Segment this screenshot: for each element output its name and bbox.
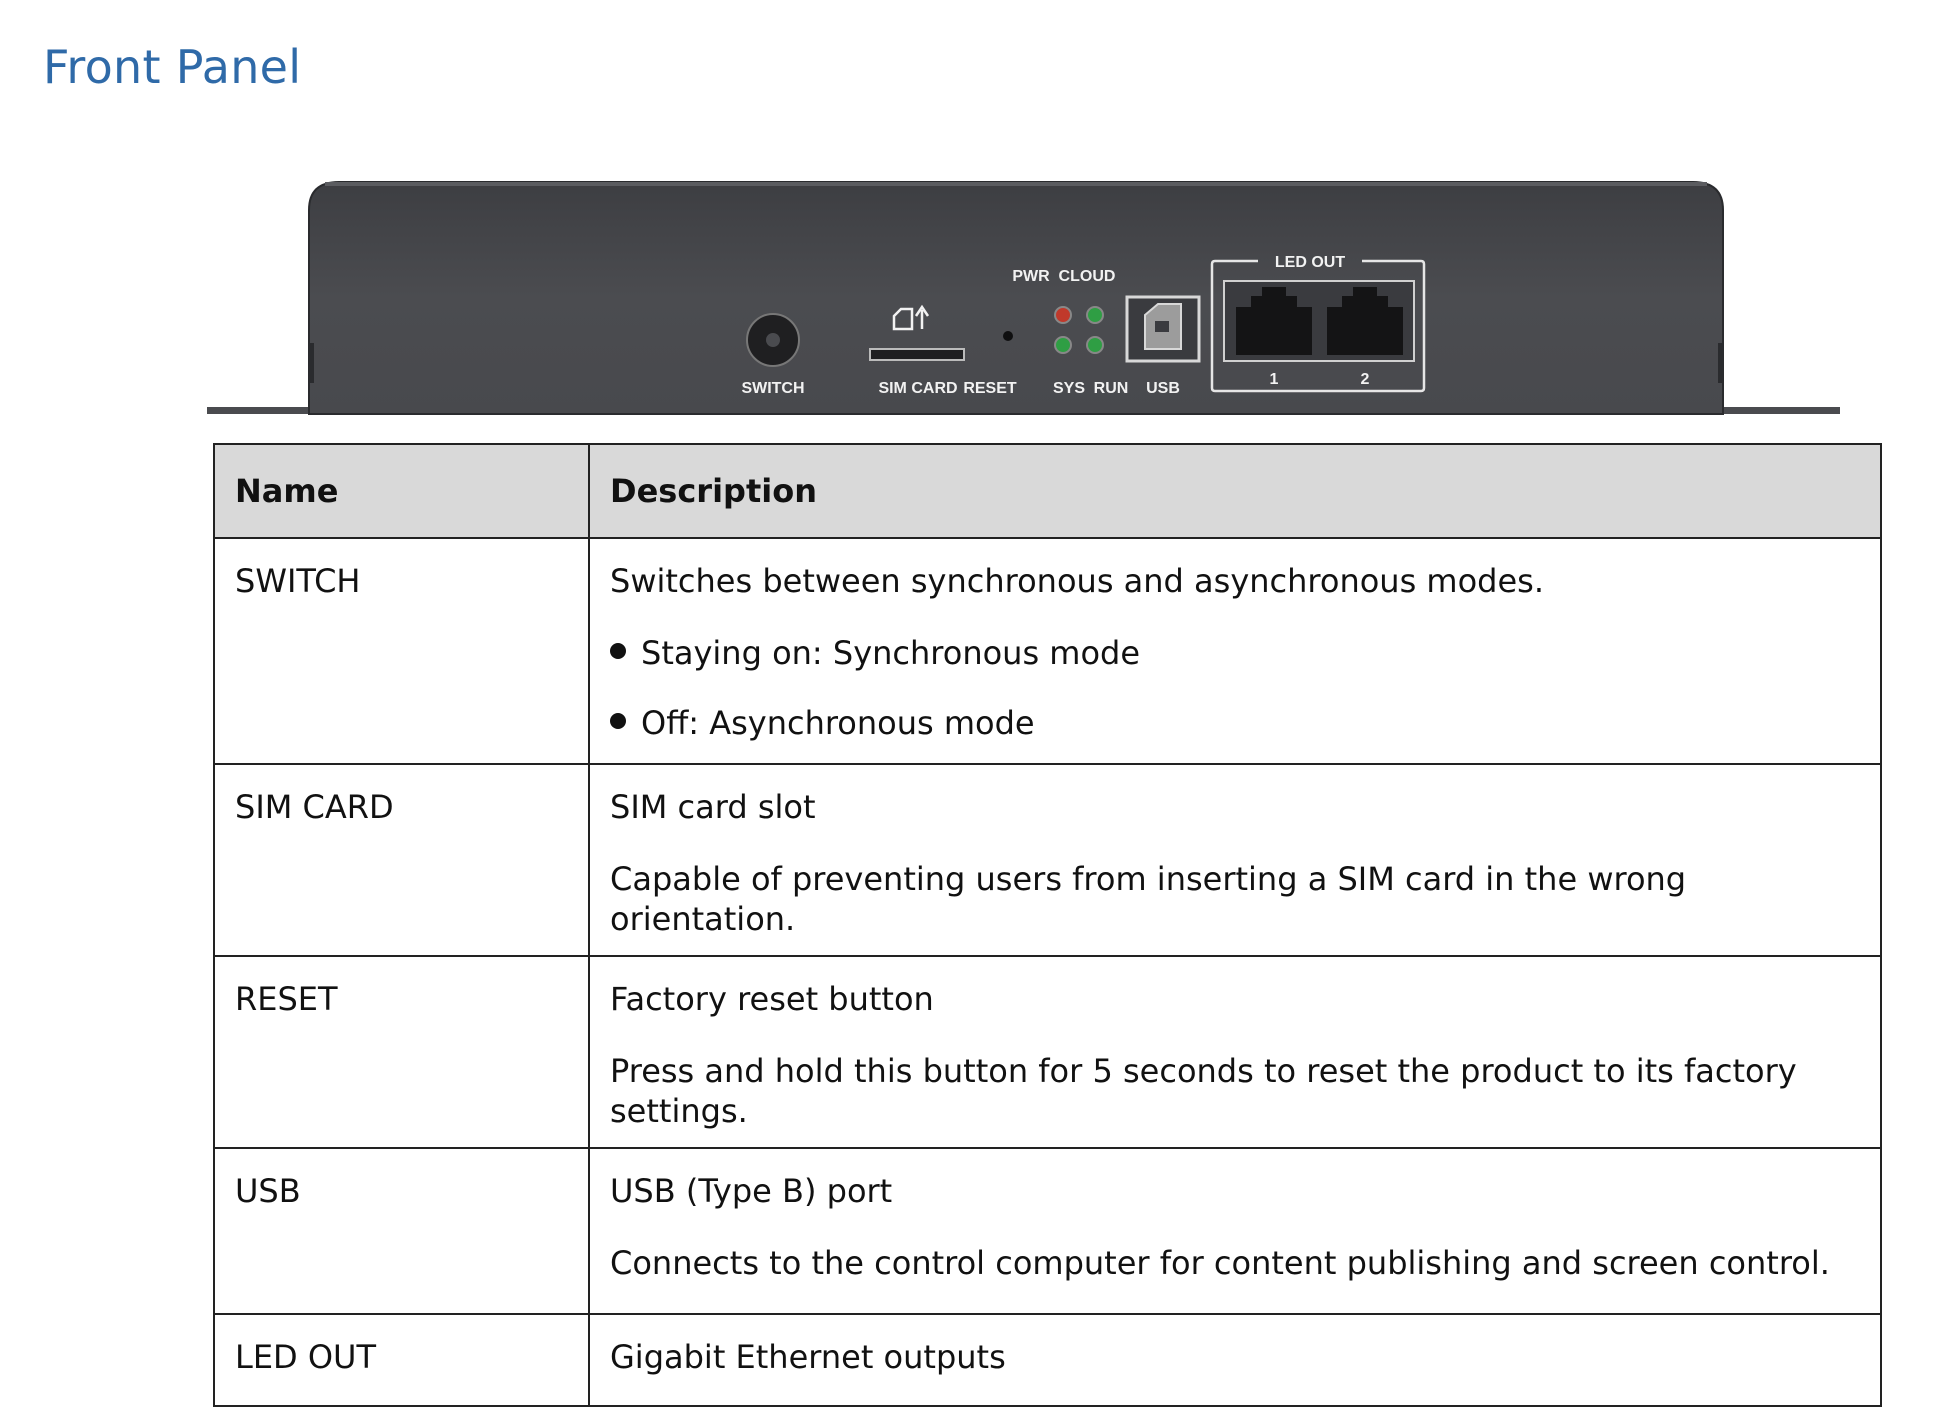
- description-line: Gigabit Ethernet outputs: [610, 1338, 1006, 1376]
- led-pwr: [1055, 307, 1071, 323]
- panel-label-led-out: LED OUT: [1274, 254, 1346, 271]
- table-row: [214, 1314, 1881, 1406]
- row-description-cell: [589, 956, 1881, 1148]
- table-row: [214, 956, 1881, 1148]
- panel-label-port-2: 2: [1360, 371, 1370, 388]
- bullet-text: Staying on: Synchronous mode: [641, 634, 1141, 672]
- row-name-cell: SWITCH: [214, 538, 589, 764]
- description-line: Capable of preventing users from inserting a SIM card in the wrong orientation.: [610, 860, 1687, 938]
- row-description-cell: [589, 1314, 1881, 1406]
- right-flange: [1722, 407, 1840, 414]
- row-description-cell: [589, 1148, 1881, 1314]
- table-header-row: [214, 444, 1881, 538]
- description-bullet: [610, 633, 1860, 673]
- usb-port-contact: [1155, 321, 1169, 332]
- page-title: Front Panel: [43, 40, 302, 94]
- row-name-cell: SIM CARD: [214, 764, 589, 956]
- description-line: USB (Type B) port: [610, 1172, 893, 1210]
- bullet-dot-icon: [610, 713, 626, 729]
- bullet-dot-icon: [610, 643, 626, 659]
- panel-label-sim-card: SIM CARD: [878, 380, 958, 397]
- panel-label-cloud: CLOUD: [1058, 268, 1116, 285]
- switch-button-center: [766, 333, 780, 347]
- row-description-cell: [589, 538, 1881, 764]
- panel-label-usb: USB: [1146, 380, 1180, 397]
- led-cloud: [1087, 307, 1103, 323]
- led-sys: [1055, 337, 1071, 353]
- description-line: SIM card slot: [610, 788, 816, 826]
- right-side-mark: [1718, 343, 1723, 383]
- description-bullet: [610, 703, 1860, 743]
- panel-label-switch: SWITCH: [741, 380, 805, 397]
- row-description-cell: [589, 764, 1881, 956]
- description-line: Factory reset button: [610, 980, 934, 1018]
- led-run: [1087, 337, 1103, 353]
- left-side-mark: [309, 343, 314, 383]
- row-name-cell: USB: [214, 1148, 589, 1314]
- column-header-description: Description: [589, 444, 1881, 538]
- panel-label-run: RUN: [1093, 380, 1129, 397]
- bullet-text: Off: Asynchronous mode: [641, 704, 1035, 742]
- row-name-cell: LED OUT: [214, 1314, 589, 1406]
- left-flange: [207, 407, 311, 414]
- table-row: [214, 538, 1881, 764]
- front-panel-table: [213, 443, 1882, 1407]
- panel-label-sys: SYS: [1052, 380, 1086, 397]
- table-row: [214, 764, 1881, 956]
- panel-label-pwr: PWR: [1012, 268, 1050, 285]
- top-edge: [325, 182, 1707, 186]
- table-row: [214, 1148, 1881, 1314]
- description-line: Switches between synchronous and asynchronous modes.: [610, 562, 1545, 600]
- sim-card-slot: [870, 349, 964, 360]
- description-line: Press and hold this button for 5 seconds to reset the product to its factory settings.: [610, 1052, 1797, 1130]
- panel-label-reset: RESET: [963, 380, 1017, 397]
- reset-pinhole: [1003, 331, 1013, 341]
- description-line: Connects to the control computer for content publishing and screen control.: [610, 1244, 1830, 1282]
- front-panel-svg: [205, 178, 1845, 423]
- panel-label-port-1: 1: [1269, 371, 1279, 388]
- front-panel-illustration: [205, 178, 1845, 423]
- row-name-cell: RESET: [214, 956, 589, 1148]
- column-header-name: Name: [214, 444, 589, 538]
